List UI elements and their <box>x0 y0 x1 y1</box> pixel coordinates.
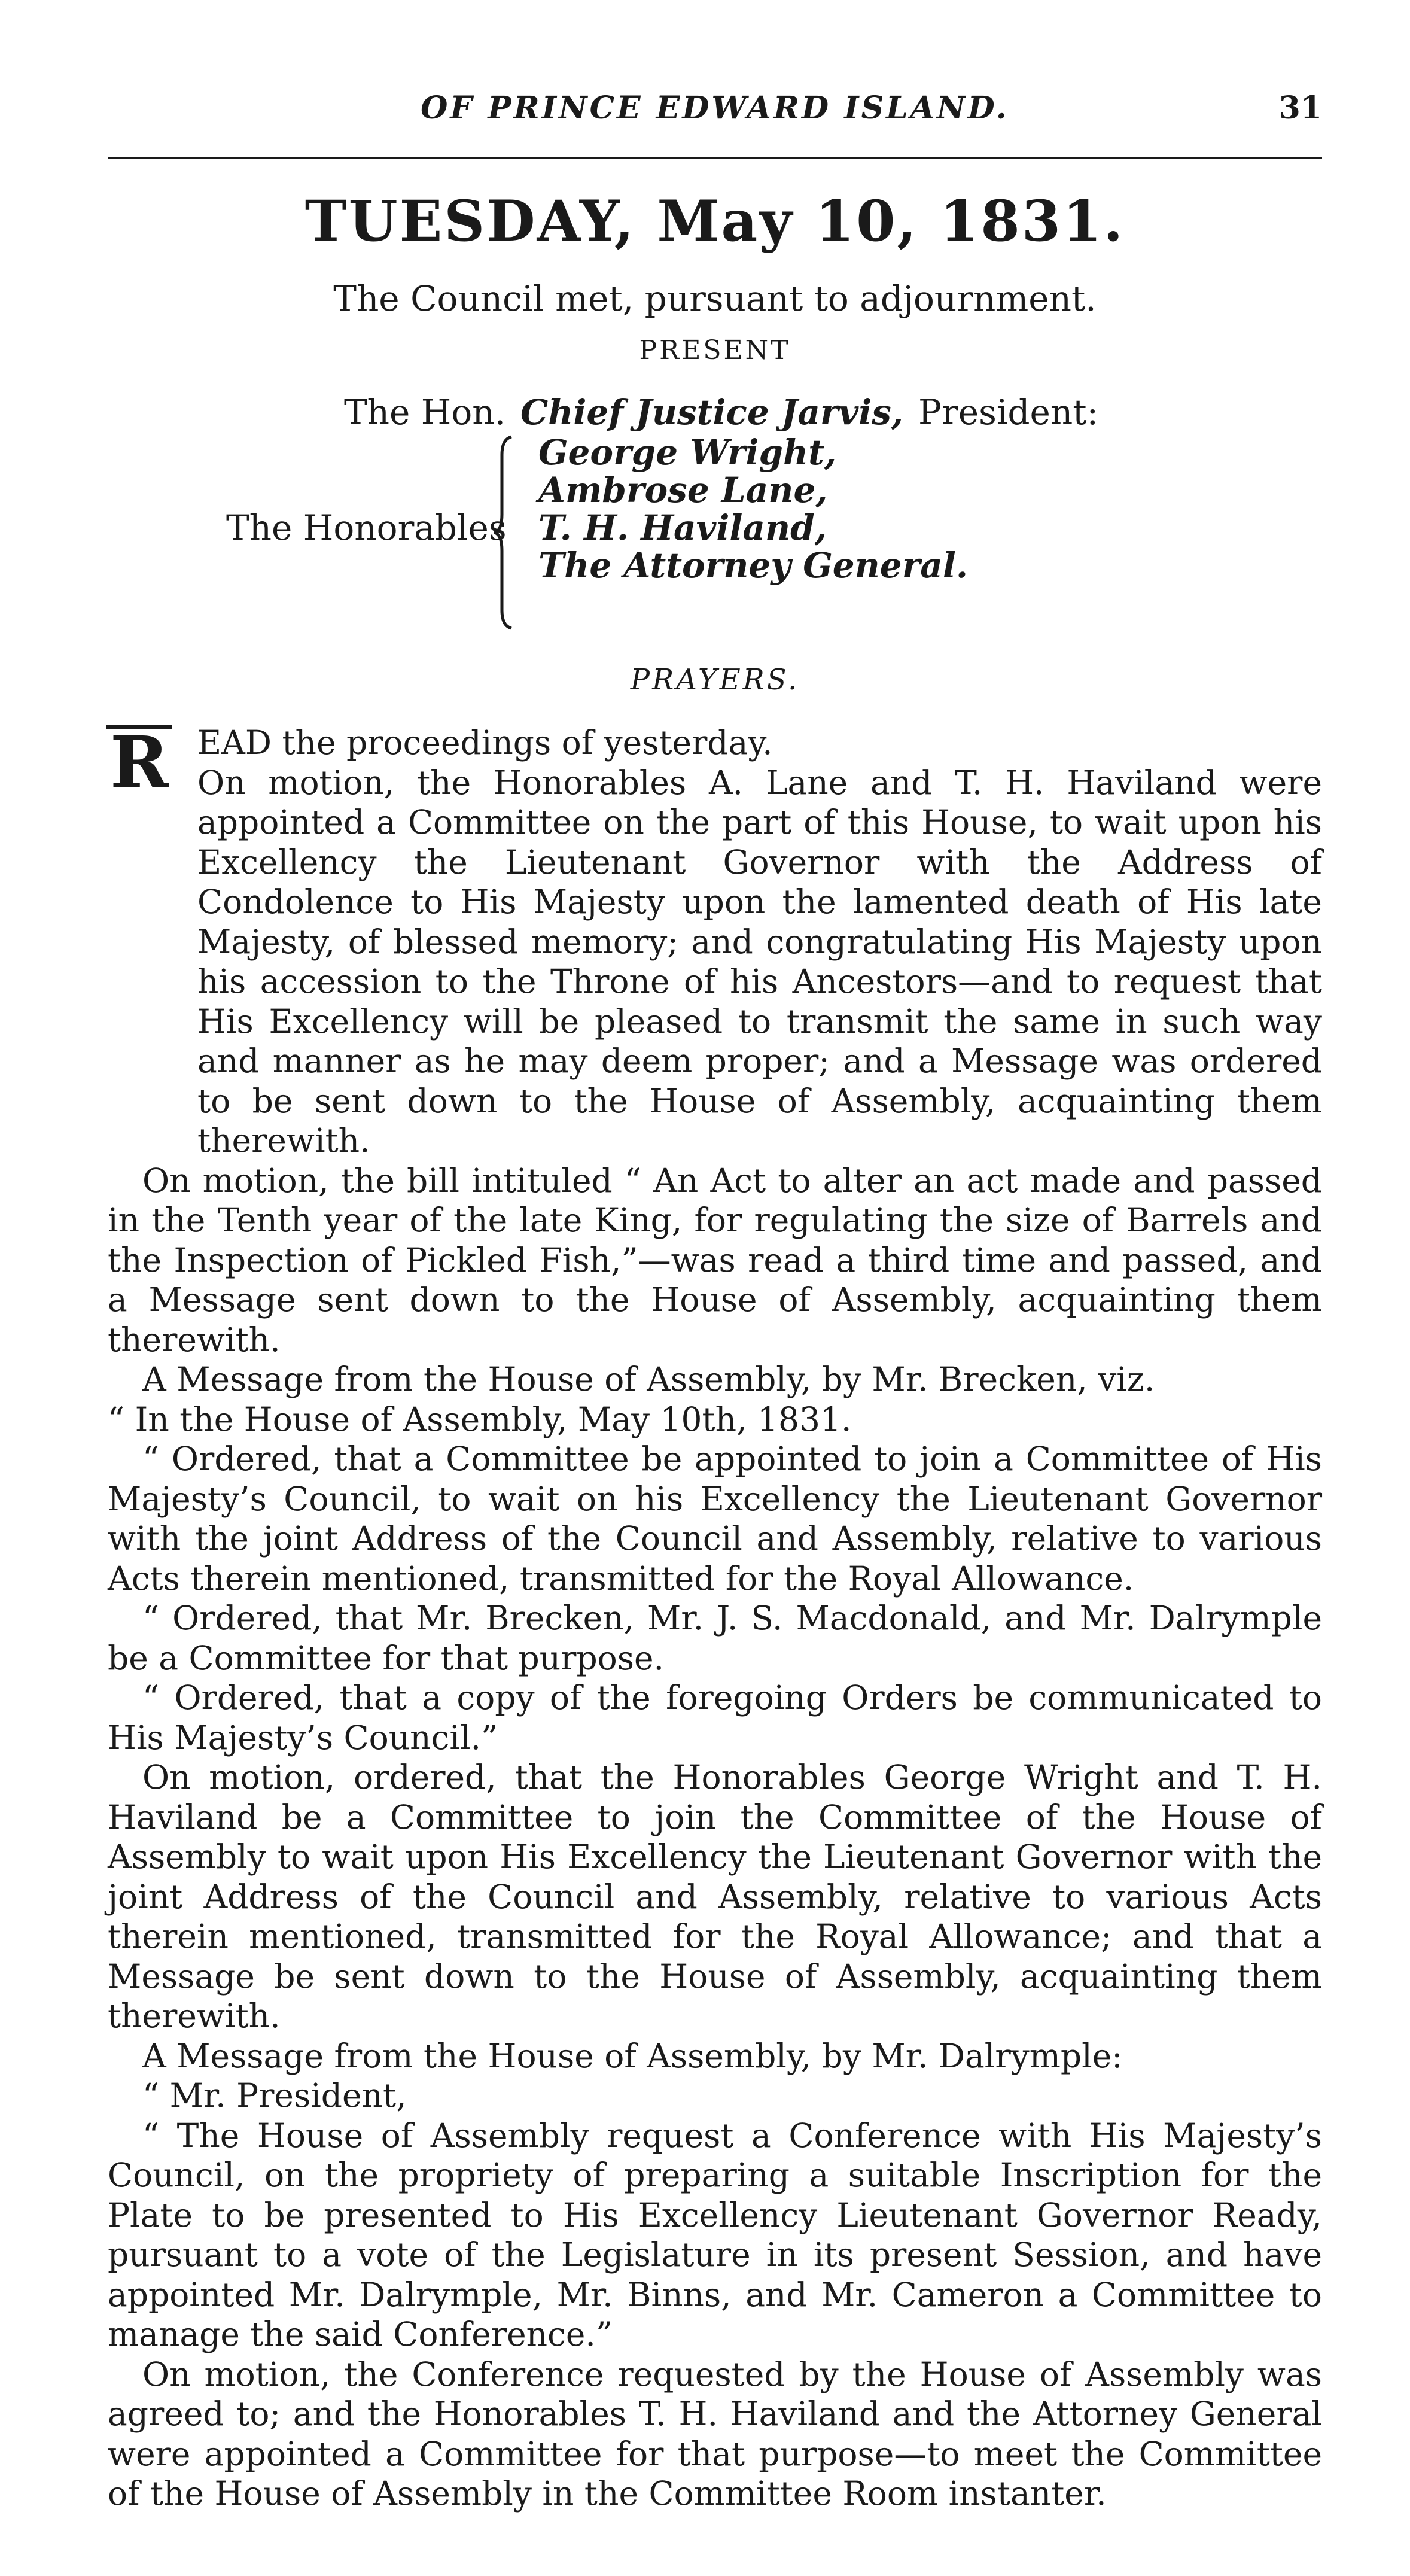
honorable-member-2: Ambrose Lane, <box>538 470 828 510</box>
prayers-heading: PRAYERS. <box>630 663 800 697</box>
president-name: Chief Justice Jarvis, <box>520 392 904 433</box>
honorables-label: The Honorables <box>226 507 507 548</box>
paragraph-dateline: “ In the House of Assembly, May 10th, 1831. <box>108 1400 852 1438</box>
present-label: PRESENT <box>639 335 791 366</box>
running-title: OF PRINCE EDWARD ISLAND. <box>421 90 1009 126</box>
paragraph-conference-agreed: On motion, the Conference requested by the House of Assembly was agreed to; and the Honorables T. H. Haviland and the Attorney General were appointed a Committee for that purpose—to meet the Committee of the House of Assembly in the Committee Room instanter. <box>108 2355 1322 2513</box>
brace-symbol <box>494 431 517 634</box>
paragraph-read-proceedings: EAD the proceedings of yesterday. <box>197 723 773 762</box>
honorable-member-1: George Wright, <box>538 432 837 473</box>
president-title: President: <box>918 392 1099 433</box>
body-text <box>108 723 1322 2514</box>
paragraph-condolence-committee: On motion, the Honorables A. Lane and T. H. Haviland were appointed a Committee on the part of this House, to wait upon his Excellency the Lieutenant Governor with the Address of Condolence to His Majesty upon the lamented death of His late Majesty, of blessed memory; and congratulating His Majesty upon his accession to the Throne of his Ancestors—and to request that His Excellency will be pleased to transmit the same in such way and manner as he may deem proper; and a Message was ordered to be sent down to the House of Assembly, acquainting them therewith. <box>197 763 1322 1160</box>
honorable-member-4: The Attorney General. <box>538 545 969 586</box>
paragraph-pickled-fish-bill: On motion, the bill intituled “ An Act to alter an act made and passed in the Tenth year of the late King, for regulating the size of Barrels and the Inspection of Pickled Fish,”—was read a third time and passed, and a Message sent down to the House of Assembly, acquainting them therewith. <box>108 1161 1322 1359</box>
paragraph-order-committee: “ Ordered, that a Committee be appointed to join a Committee of His Majesty’s Council, to wait on his Excellency the Lieutenant Governor with the joint Address of the Council and Assembly, relative to various Acts therein mentioned, transmitted for the Royal Allowance. <box>108 1440 1322 1598</box>
paragraph-joint-address-committee: On motion, ordered, that the Honorables George Wright and T. H. Haviland be a Committee to join the Committee of the House of Assembly to wait upon His Excellency the Lieutenant Governor with the joint Address of the Council and Assembly, relative to various Acts therein mentioned, transmitted for the Royal Allowance; and that a Message be sent down to the House of Assembly, acquainting them therewith. <box>108 1758 1322 2035</box>
header-rule <box>108 157 1322 159</box>
date-heading: TUESDAY, May 10, 1831. <box>304 188 1125 254</box>
paragraph-conference-request: “ The House of Assembly request a Conference with His Majesty’s Council, on the propriety of preparing a suitable Inscription for the Plate to be presented to His Excellency Lieutenant Governor Ready, pursuant to a vote of the Legislature in its present Session, and have appointed Mr. Dalrymple, Mr. Binns, and Mr. Cameron a Committee to manage the said Conference.” <box>108 2116 1322 2353</box>
page-number: 31 <box>1278 90 1322 126</box>
drop-capital: R <box>106 725 172 801</box>
paragraph-order-copy: “ Ordered, that a copy of the foregoing Orders be communicated to His Majesty’s Council.” <box>108 1678 1322 1757</box>
paragraph-message-brecken: A Message from the House of Assembly, by Mr. Brecken, viz. <box>142 1360 1155 1398</box>
paragraph-order-members: “ Ordered, that Mr. Brecken, Mr. J. S. Macdonald, and Mr. Dalrymple be a Committee for that purpose. <box>108 1599 1322 1677</box>
running-head <box>108 90 1322 144</box>
opening-line: The Council met, pursuant to adjournment. <box>333 278 1097 319</box>
paragraph-salutation: “ Mr. President, <box>142 2076 407 2115</box>
honorable-member-3: T. H. Haviland, <box>538 507 827 548</box>
paragraph-message-dalrymple: A Message from the House of Assembly, by Mr. Dalrymple: <box>142 2036 1123 2075</box>
president-prefix: The Hon. <box>344 392 506 433</box>
